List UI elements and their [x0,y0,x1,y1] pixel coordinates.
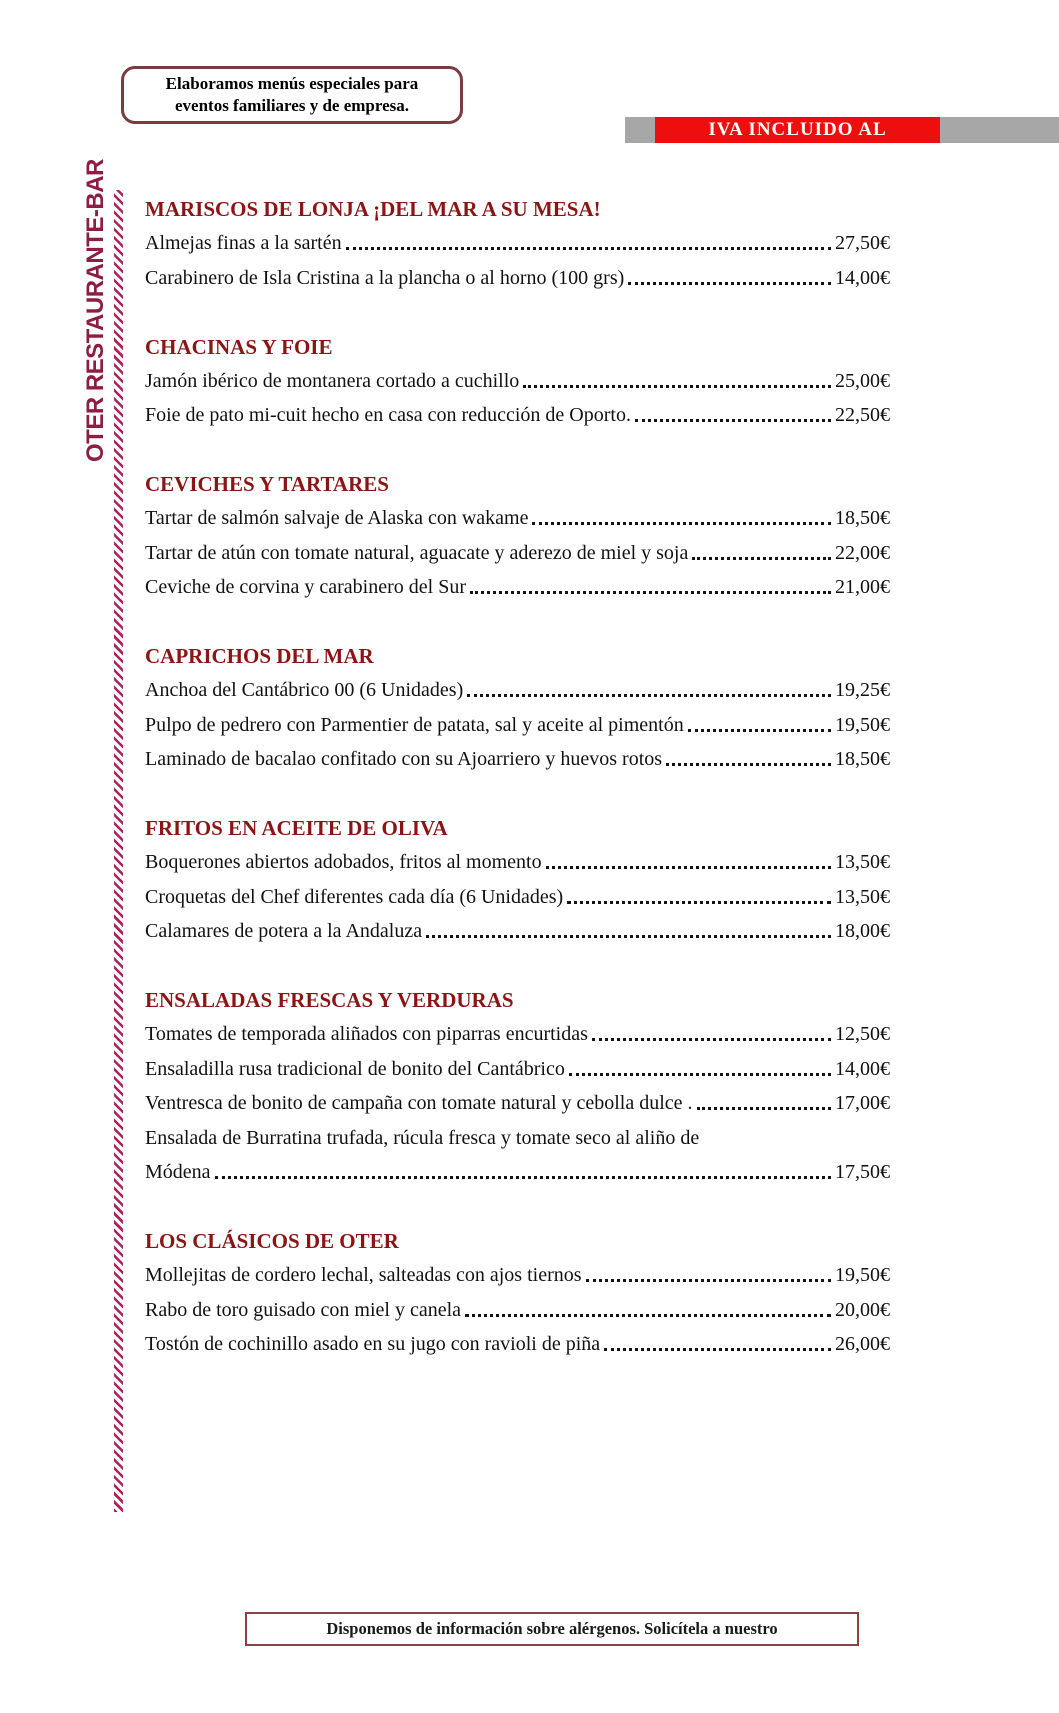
item-name: Mollejitas de cordero lechal, salteadas con ajos tiernos [145,1264,582,1286]
menu-item-row [145,541,890,565]
menu-section [145,987,890,1184]
section-items [145,369,890,428]
item-price: 19,25€ [835,679,890,701]
allergen-info-text: Disponemos de información sobre alérgenos. Solicítela a nuestro [326,1619,778,1638]
dot-leader [635,419,831,422]
item-name: Ceviche de corvina y carabinero del Sur [145,576,466,598]
menu-item-row [145,575,890,599]
item-price: 12,50€ [835,1023,890,1045]
dot-leader [470,591,831,594]
menu-sections [145,196,890,1400]
dot-leader [467,694,831,697]
iva-included-badge: IVA INCLUIDO AL [655,117,940,143]
section-title: CHACINAS Y FOIE [145,334,333,359]
menu-item-row [145,1022,890,1046]
menu-section [145,334,890,428]
allergen-info-box [245,1612,859,1646]
item-name: Carabinero de Isla Cristina a la plancha o al horno (100 grs) [145,266,625,289]
item-price: 14,00€ [835,266,890,289]
item-price: 19,50€ [835,1264,890,1286]
item-price: 18,00€ [835,920,890,942]
dot-leader [666,763,831,766]
item-name: Tostón de cochinillo asado en su jugo con ravioli de piña [145,1333,601,1355]
menu-section [145,471,890,599]
section-items [145,506,890,599]
menu-item-row [145,1263,890,1287]
item-name: Módena [145,1161,211,1183]
dot-leader [697,1107,831,1110]
section-items [145,1022,890,1184]
item-name: Calamares de potera a la Andaluza [145,920,423,942]
item-name: Jamón ibérico de montanera cortado a cuchillo [145,369,520,392]
item-price: 27,50€ [835,232,890,254]
dot-leader [346,247,831,250]
section-title: CAPRICHOS DEL MAR [145,644,374,668]
menu-item-row [145,1091,890,1115]
dot-leader [215,1176,831,1179]
item-name: Anchoa del Cantábrico 00 (6 Unidades) [145,679,464,701]
item-price: 13,50€ [835,885,890,908]
item-price: 13,50€ [835,851,890,873]
section-title: CEVICHES Y TARTARES [145,472,389,496]
item-price: 21,00€ [835,576,890,598]
menu-item-row [145,713,890,737]
menu-item-row [145,885,890,909]
item-name: Tartar de atún con tomate natural, aguacate y aderezo de miel y soja [145,541,689,564]
section-items [145,850,890,943]
item-price: 18,50€ [835,507,890,529]
menu-section [145,1228,890,1356]
menu-item-row [145,850,890,874]
menu-item-row [145,231,890,255]
item-name: Almejas finas a la sartén [145,232,342,254]
menu-item-row [145,1126,890,1150]
dot-leader [628,282,831,285]
menu-item-row [145,266,890,290]
note-line-2: eventos familiares y de empresa. [174,96,410,115]
item-price: 22,50€ [835,404,890,426]
decorative-stripe-rule [114,190,123,1512]
dot-leader [546,866,831,869]
item-name: Ventresca de bonito de campaña con tomate natural y cebolla dulce . [145,1092,693,1114]
menu-item-row [145,1057,890,1081]
item-name: Foie de pato mi-cuit hecho en casa con reducción de Oporto. [145,404,631,426]
menu-section [145,815,890,943]
item-price: 22,00€ [835,541,890,564]
section-items [145,231,890,290]
dot-leader [532,522,831,525]
item-price: 17,50€ [835,1161,890,1183]
item-name: Pulpo de pedrero con Parmentier de patata, sal y aceite al pimentón [145,713,684,736]
item-price: 25,00€ [835,369,890,392]
section-items [145,1263,890,1356]
dot-leader [688,729,831,732]
menu-item-row [145,1160,890,1184]
dot-leader [567,901,831,904]
section-title: ENSALADAS FRESCAS Y VERDURAS [145,988,514,1012]
item-name: Rabo de toro guisado con miel y canela [145,1298,462,1321]
dot-leader [604,1348,831,1351]
menu-item-row [145,1332,890,1356]
section-title: LOS CLÁSICOS DE OTER [145,1229,399,1253]
special-menus-note-box [121,66,463,124]
note-line-1: Elaboramos menús especiales para [165,73,419,93]
dot-leader [592,1038,831,1041]
restaurant-name-vertical: OTER RESTAURANTE-BAR [82,159,109,462]
section-title: MARISCOS DE LONJA ¡DEL MAR A SU MESA! [145,197,601,221]
menu-item-row [145,747,890,771]
menu-item-row [145,678,890,702]
menu-item-row [145,403,890,427]
item-price: 17,00€ [835,1092,890,1114]
menu-item-row [145,1298,890,1322]
item-price: 26,00€ [835,1333,890,1355]
dot-leader [465,1314,831,1317]
menu-section [145,643,890,771]
item-name: Croquetas del Chef diferentes cada día (6 Unidades) [145,885,564,908]
menu-item-row [145,506,890,530]
item-name: Tomates de temporada aliñados con piparras encurtidas [145,1023,588,1045]
menu-item-row [145,369,890,393]
item-price: 18,50€ [835,748,890,770]
item-name: Boquerones abiertos adobados, fritos al momento [145,851,542,873]
dot-leader [426,935,831,938]
iva-banner-bar [625,117,1059,143]
item-name: Ensalada de Burratina trufada, rúcula fresca y tomate seco al aliño de [145,1126,700,1149]
section-items [145,678,890,771]
dot-leader [586,1279,831,1282]
item-price: 14,00€ [835,1057,890,1080]
item-price: 19,50€ [835,713,890,736]
item-price: 20,00€ [835,1298,890,1321]
item-name: Tartar de salmón salvaje de Alaska con wakame [145,507,529,529]
dot-leader [692,557,831,560]
item-name: Laminado de bacalao confitado con su Ajoarriero y huevos rotos [145,748,663,770]
menu-section [145,196,890,290]
item-name: Ensaladilla rusa tradicional de bonito del Cantábrico [145,1057,565,1080]
section-title: FRITOS EN ACEITE DE OLIVA [145,816,448,840]
dot-leader [569,1073,831,1076]
dot-leader [523,385,831,388]
menu-item-row [145,919,890,943]
